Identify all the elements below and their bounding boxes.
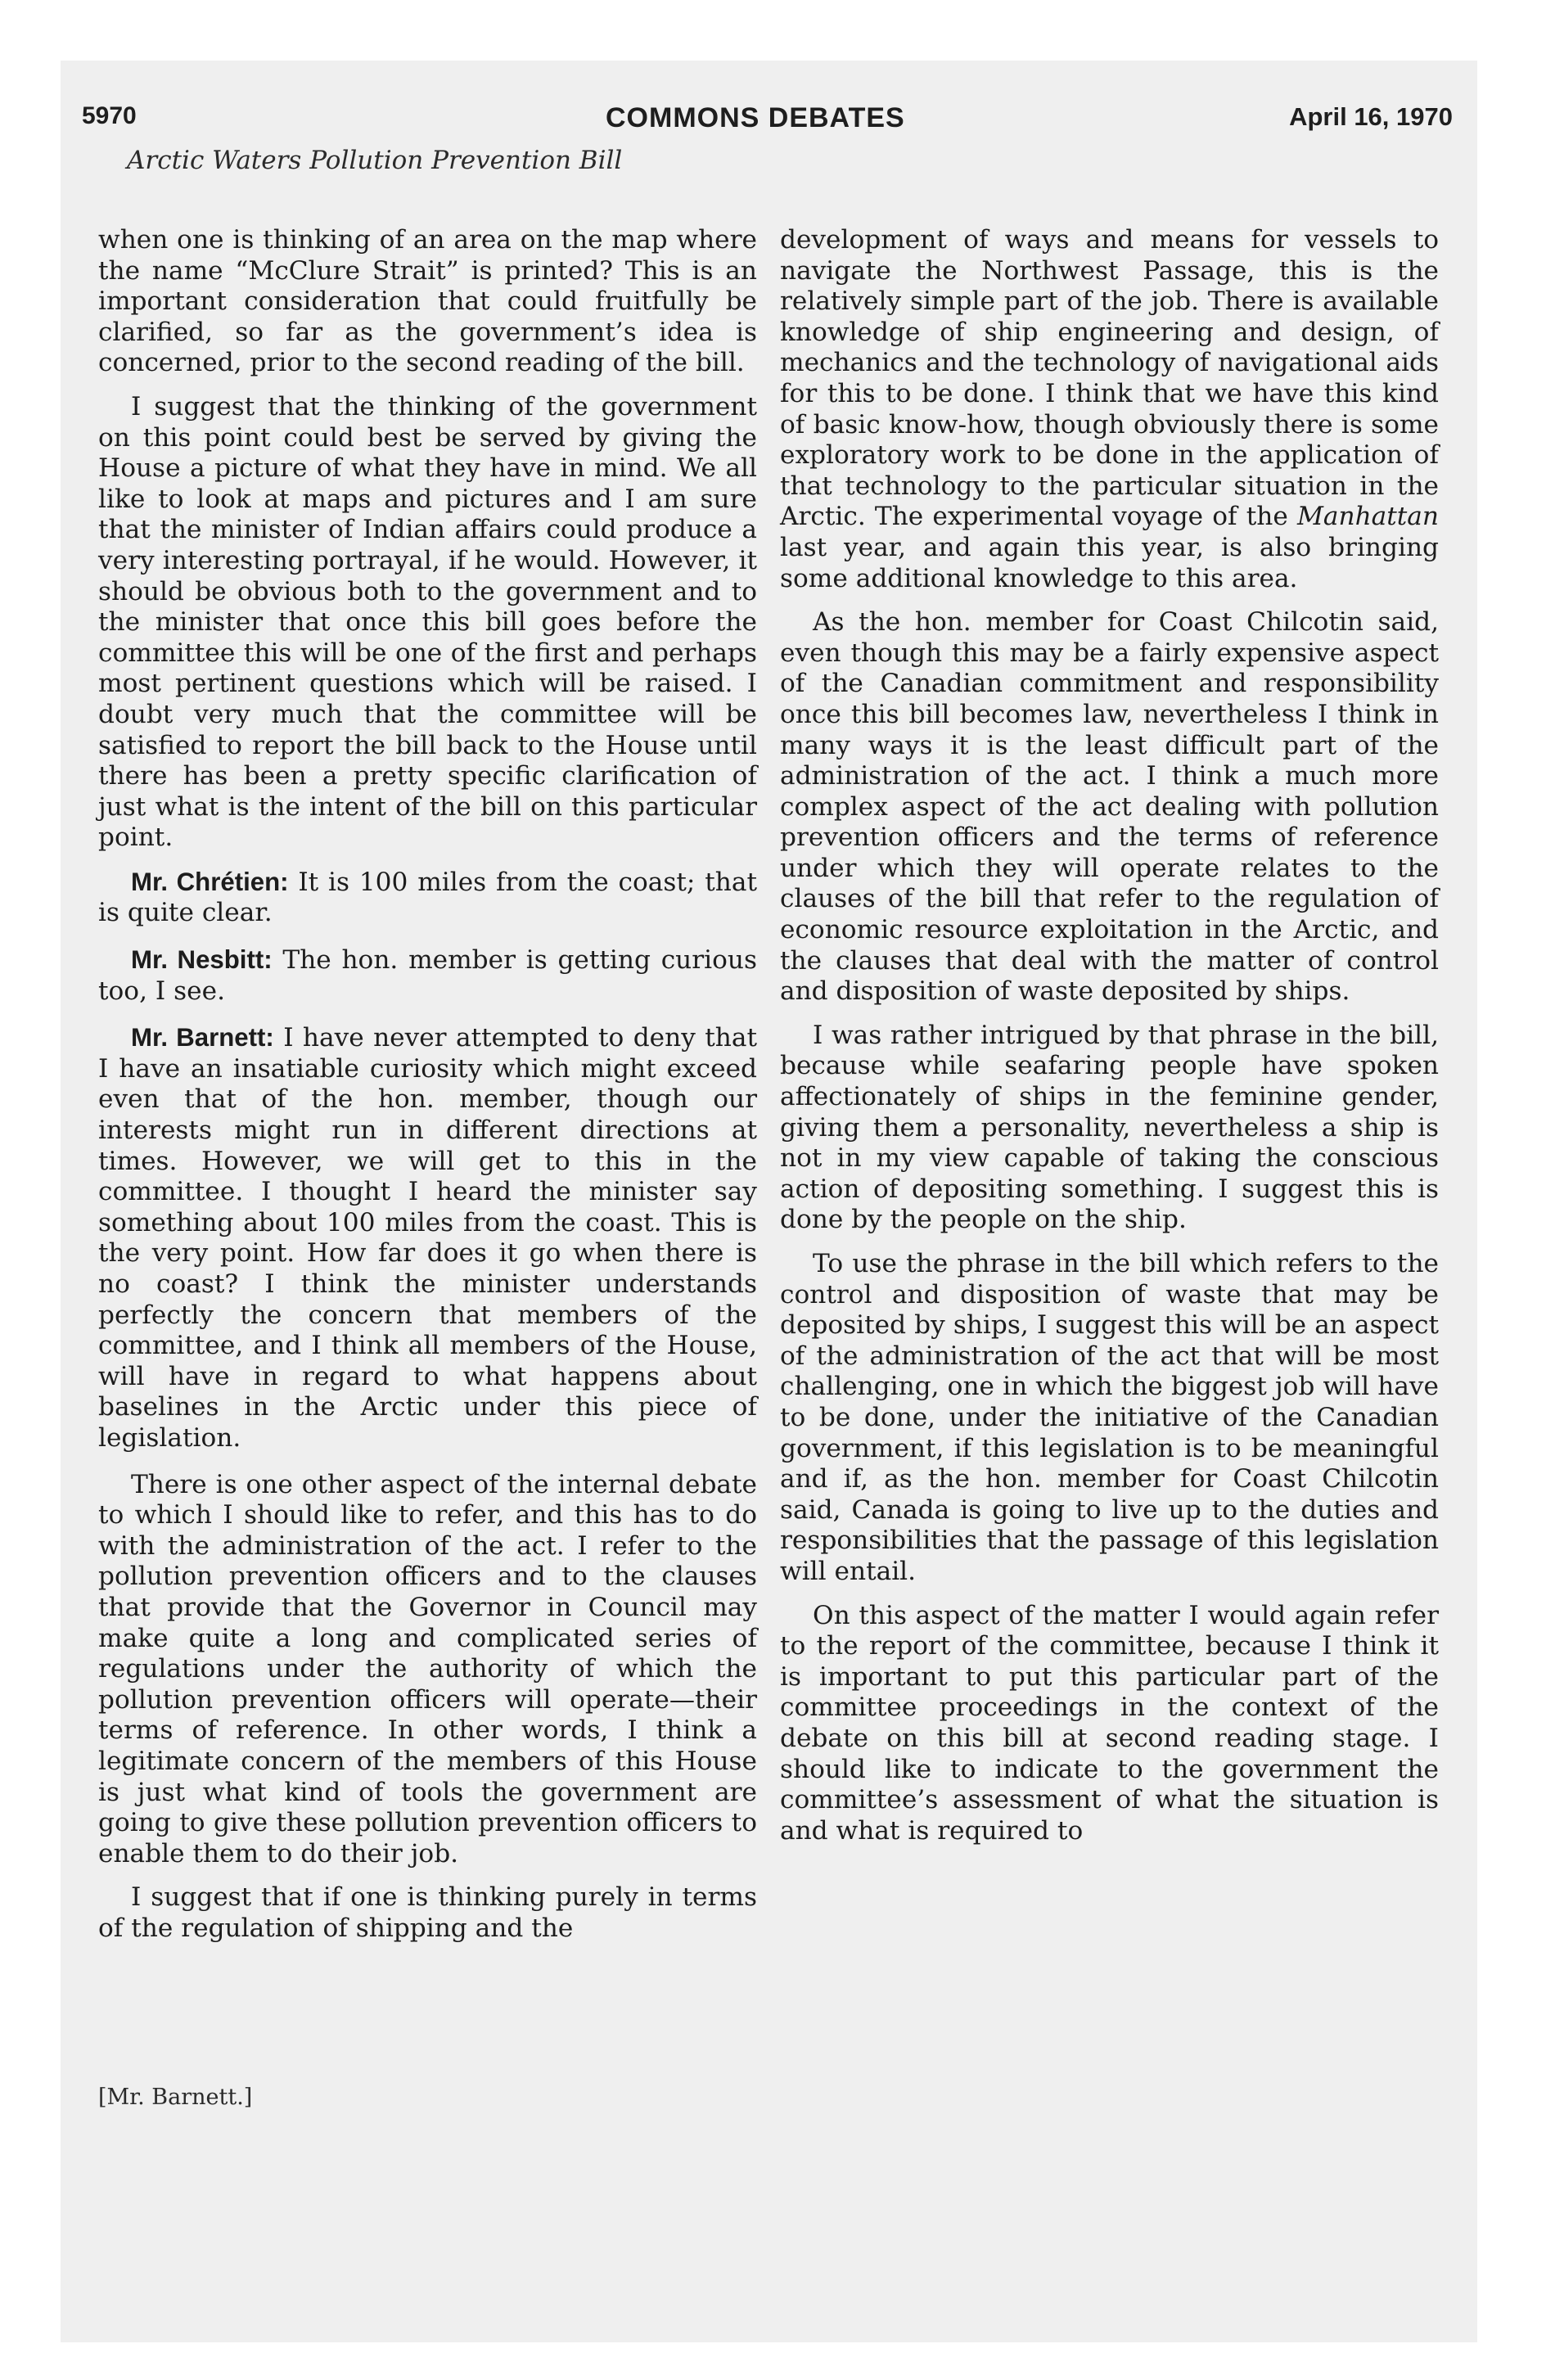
page-date: April 16, 1970 bbox=[1289, 102, 1453, 131]
speech bbox=[98, 867, 757, 929]
right-column bbox=[780, 225, 1439, 1859]
paragraph: I suggest that the thinking of the government on this point could best be served by giving the House a picture of what they have in mind. We all like to look at maps and pictures and I am sure that the minister of Indian affairs could produce a very interesting portrayal, if he would. However, it should be obvious both to the government and to the minister that once this bill goes before the committee this will be one of the first and perhaps most pertinent questions which will be raised. I doubt very much that the committee will be satisfied to report the bill back to the House until there has been a pretty specific clarification of just what is the intent of the bill on this particular point. bbox=[98, 391, 757, 853]
paragraph: As the hon. member for Coast Chilcotin said, even though this may be a fairly expensive aspect of the Canadian commitment and responsibility once this bill becomes law, nevertheless I think in many ways it is the least difficult part of the administration of the act. I think a much more complex aspect of the act dealing with pollution prevention officers and the terms of reference under which they will operate relates to the clauses of the bill that refer to the regulation of economic resource exploitation in the Arctic, and the clauses that deal with the matter of control and disposition of waste deposited by ships. bbox=[780, 607, 1439, 1007]
speaker-name: Mr. Barnett: bbox=[131, 1023, 274, 1053]
speaker-name: Mr. Nesbitt: bbox=[131, 945, 273, 975]
speech-text: I have never attempted to deny that I have an insatiable curiosity which might exceed even that of the hon. member, though our interests might run in different directions at times. However, we will get to this in the committee. I thought I heard the minister say something about 100 miles from the coast. This is the very point. How far does it go when there is no coast? I think the minister understands perfectly the concern that members of the committee, and I think all members of the House, will have in regard to what happens about baselines in the Arctic under this piece of legislation. bbox=[98, 1023, 757, 1453]
publication-title: COMMONS DEBATES bbox=[606, 102, 905, 133]
paragraph-text: last year, and again this year, is also bringing some additional knowledge to this area. bbox=[780, 532, 1439, 593]
paragraph: when one is thinking of an area on the map where the name “McClure Strait” is printed? This is an important consideration that could fruitfully be clarified, so far as the government’s idea is concerned, prior to the second reading of the bill. bbox=[98, 225, 757, 378]
paragraph: I was rather intrigued by that phrase in the bill, because while seafaring people have spoken affectionately of ships in the feminine gender, giving them a personality, nevertheless a ship is not in my view capable of taking the conscious action of depositing something. I suggest this is done by the people on the ship. bbox=[780, 1020, 1439, 1235]
speech bbox=[98, 944, 757, 1007]
left-column bbox=[98, 225, 757, 1957]
paragraph-text: development of ways and means for vessels to navigate the Northwest Passage, this is the relatively simple part of the job. There is available knowledge of ship engineering and design, of mechanics and the technology of navigational aids for this to be done. I think that we have this kind of basic know-how, though obviously there is some exploratory work to be done in the application of that technology to the particular situation in the Arctic. The experimental voyage of the bbox=[780, 225, 1439, 532]
section-title: Arctic Waters Pollution Prevention Bill bbox=[127, 146, 623, 175]
paragraph: There is one other aspect of the internal debate to which I should like to refer, and this has to do with the administration of the act. I refer to the pollution prevention officers and to the clauses that provide that the Governor in Council may make quite a long and complicated series of regulations under the authority of which the pollution prevention officers will operate—their terms of reference. In other words, I think a legitimate concern of the members of this House is just what kind of tools the government are going to give these pollution prevention officers to enable them to do their job. bbox=[98, 1469, 757, 1868]
speech bbox=[98, 1022, 757, 1454]
ship-name: Manhattan bbox=[1296, 502, 1439, 532]
speech-text: The hon. member is getting curious too, I see. bbox=[98, 945, 757, 1006]
paragraph: I suggest that if one is thinking purely in terms of the regulation of shipping and the bbox=[98, 1882, 757, 1943]
paragraph: On this aspect of the matter I would again refer to the report of the committee, because I think it is important to put this particular part of the committee proceedings in the context of the debate on this bill at second reading stage. I should like to indicate to the government the committee’s assessment of what the situation is and what is required to bbox=[780, 1600, 1439, 1846]
speaker-footer-note: [Mr. Barnett.] bbox=[98, 2085, 253, 2110]
page-number: 5970 bbox=[82, 102, 137, 129]
paragraph: To use the phrase in the bill which refers to the control and disposition of waste that may be deposited by ships, I suggest this will be an aspect of the administration of the act that will be most challenging, one in which the biggest job will have to be done, under the initiative of the Canadian government, if this legislation is to be meaningful and if, as the hon. member for Coast Chilcotin said, Canada is going to live up to the duties and responsibilities that the passage of this legislation will entail. bbox=[780, 1249, 1439, 1586]
speaker-name: Mr. Chrétien: bbox=[131, 867, 289, 896]
page-header bbox=[82, 102, 1453, 143]
speech-text: It is 100 miles from the coast; that is quite clear. bbox=[98, 867, 757, 928]
paragraph bbox=[780, 225, 1439, 594]
